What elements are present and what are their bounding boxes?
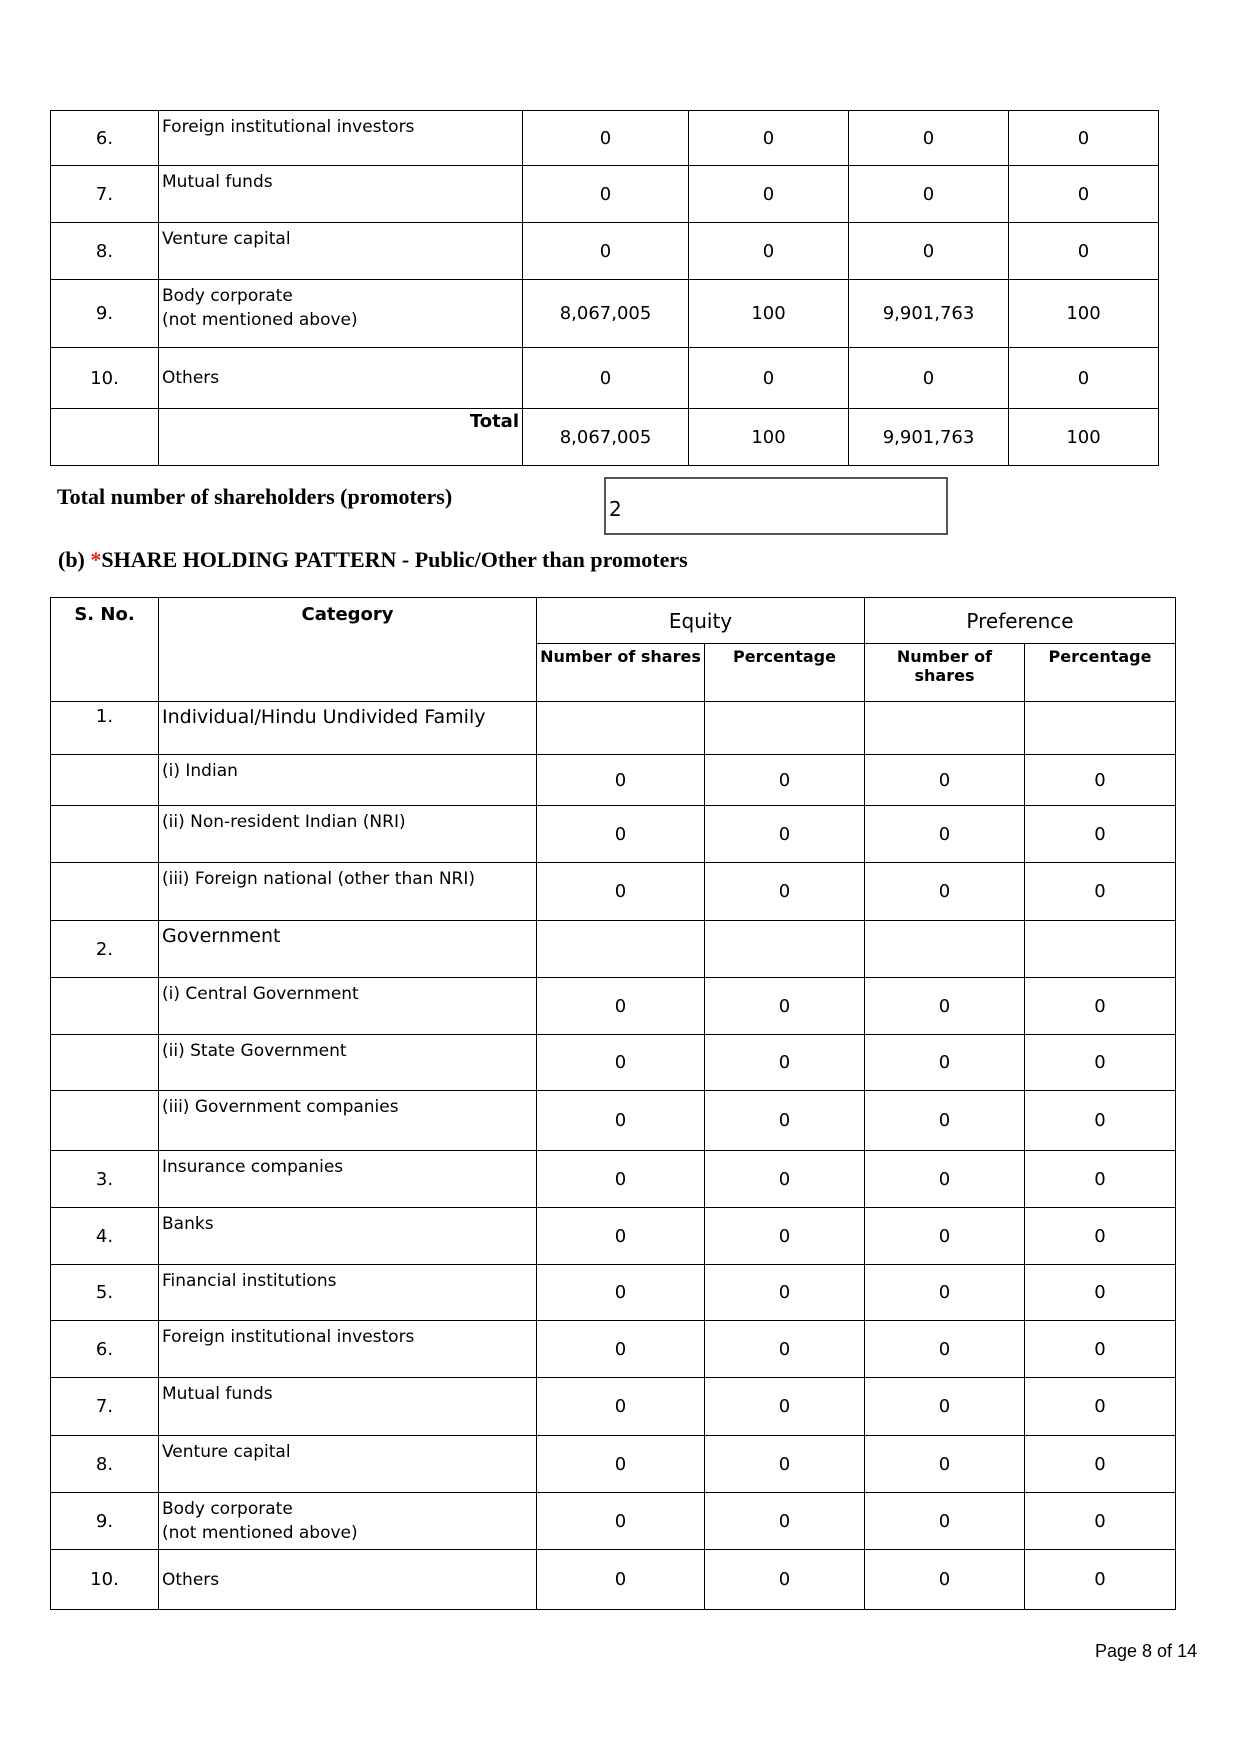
table-row xyxy=(51,978,1176,1035)
sno-cell: 4. xyxy=(51,1208,159,1265)
equity-shares-cell: 0 xyxy=(537,1550,705,1610)
table-row xyxy=(51,1378,1176,1436)
table-row xyxy=(51,1091,1176,1151)
category-cell xyxy=(159,280,523,348)
sno-cell: 1. xyxy=(51,702,159,755)
table-row xyxy=(51,1265,1176,1321)
sno-cell: 6. xyxy=(51,111,159,166)
category-cell: Financial institutions xyxy=(159,1265,537,1321)
preference-shares-cell: 9,901,763 xyxy=(849,280,1009,348)
empty-cell xyxy=(705,921,865,978)
category-line: (not mentioned above) xyxy=(162,1523,358,1543)
equity-percentage-cell: 0 xyxy=(705,1550,865,1610)
preference-shares-cell: 0 xyxy=(865,755,1025,806)
preference-percentage-cell: 100 xyxy=(1009,280,1159,348)
total-preference-percentage: 100 xyxy=(1009,409,1159,466)
equity-percentage-cell: 0 xyxy=(705,806,865,863)
public-shareholding-table xyxy=(50,597,1176,1610)
total-equity-shares: 8,067,005 xyxy=(523,409,689,466)
preference-percentage-cell: 0 xyxy=(1009,348,1159,409)
table-row xyxy=(51,1151,1176,1208)
category-cell: Others xyxy=(159,1550,537,1610)
preference-shares-cell: 0 xyxy=(865,1436,1025,1493)
category-cell: (ii) Non-resident Indian (NRI) xyxy=(159,806,537,863)
preference-percentage-cell: 0 xyxy=(1025,1550,1176,1610)
shareholders-label: Total number of shareholders (promoters) xyxy=(57,484,453,509)
preference-shares-cell: 0 xyxy=(865,978,1025,1035)
header-row xyxy=(51,598,1176,644)
sno-cell: 7. xyxy=(51,1378,159,1436)
equity-header: Equity xyxy=(537,598,865,644)
equity-percentage-cell: 0 xyxy=(689,348,849,409)
preference-shares-cell: 0 xyxy=(865,1035,1025,1091)
preference-percentage-cell: 0 xyxy=(1025,755,1176,806)
equity-percentage-cell: 0 xyxy=(705,1091,865,1151)
equity-percentage-cell: 0 xyxy=(705,1321,865,1378)
required-asterisk: * xyxy=(90,547,102,572)
sno-cell: 5. xyxy=(51,1265,159,1321)
equity-percentage-cell: 0 xyxy=(689,223,849,280)
category-cell: Government xyxy=(159,921,537,978)
category-line: Body corporate xyxy=(162,1499,293,1519)
equity-shares-cell: 0 xyxy=(537,1436,705,1493)
equity-percentage-cell: 0 xyxy=(705,1493,865,1550)
total-label: Total xyxy=(159,409,523,466)
preference-shares-header: Number of shares xyxy=(865,644,1025,702)
preference-shares-cell: 0 xyxy=(865,1321,1025,1378)
preference-percentage-cell: 0 xyxy=(1009,166,1159,223)
equity-shares-cell: 0 xyxy=(537,755,705,806)
equity-shares-cell: 0 xyxy=(537,806,705,863)
preference-percentage-cell: 0 xyxy=(1025,1321,1176,1378)
equity-shares-cell: 0 xyxy=(537,1493,705,1550)
sno-cell xyxy=(51,755,159,806)
sno-cell: 8. xyxy=(51,223,159,280)
sno-cell: 9. xyxy=(51,1493,159,1550)
table-row xyxy=(51,348,1159,409)
category-line: (not mentioned above) xyxy=(162,310,358,330)
sno-cell: 10. xyxy=(51,348,159,409)
preference-percentage-cell: 0 xyxy=(1025,1091,1176,1151)
table-row xyxy=(51,1208,1176,1265)
preference-shares-cell: 0 xyxy=(849,166,1009,223)
equity-shares-cell: 0 xyxy=(537,1035,705,1091)
shareholders-count-field[interactable] xyxy=(604,477,948,535)
equity-shares-cell: 0 xyxy=(537,863,705,921)
equity-shares-cell: 0 xyxy=(537,1208,705,1265)
category-cell: (iii) Foreign national (other than NRI) xyxy=(159,863,537,921)
preference-percentage-cell: 0 xyxy=(1025,1208,1176,1265)
sno-cell: 10. xyxy=(51,1550,159,1610)
table-row xyxy=(51,1321,1176,1378)
category-cell: (ii) State Government xyxy=(159,1035,537,1091)
table-row xyxy=(51,921,1176,978)
total-preference-shares: 9,901,763 xyxy=(849,409,1009,466)
preference-percentage-cell: 0 xyxy=(1025,1035,1176,1091)
category-cell: (i) Indian xyxy=(159,755,537,806)
equity-percentage-cell: 0 xyxy=(689,111,849,166)
preference-shares-cell: 0 xyxy=(865,1378,1025,1436)
equity-shares-cell: 0 xyxy=(537,1265,705,1321)
shareholders-count-value: 2 xyxy=(609,497,622,521)
sno-header: S. No. xyxy=(51,598,159,702)
category-header: Category xyxy=(159,598,537,702)
preference-percentage-header: Percentage xyxy=(1025,644,1176,702)
sno-cell: 3. xyxy=(51,1151,159,1208)
page-number: Page 8 of 14 xyxy=(1095,1641,1198,1661)
preference-shares-cell: 0 xyxy=(849,111,1009,166)
category-cell: Mutual funds xyxy=(159,1378,537,1436)
equity-percentage-cell: 0 xyxy=(705,1378,865,1436)
category-cell: Mutual funds xyxy=(159,166,523,223)
equity-percentage-cell: 0 xyxy=(705,863,865,921)
category-cell: (iii) Government companies xyxy=(159,1091,537,1151)
equity-percentage-cell: 0 xyxy=(705,1151,865,1208)
table-row xyxy=(51,1493,1176,1550)
sno-cell: 8. xyxy=(51,1436,159,1493)
sno-cell: 7. xyxy=(51,166,159,223)
empty-cell xyxy=(1025,921,1176,978)
category-cell: Venture capital xyxy=(159,223,523,280)
equity-percentage-cell: 0 xyxy=(705,1208,865,1265)
preference-percentage-cell: 0 xyxy=(1025,1493,1176,1550)
preference-header: Preference xyxy=(865,598,1176,644)
preference-shares-cell: 0 xyxy=(865,1091,1025,1151)
category-cell xyxy=(159,1493,537,1550)
equity-percentage-cell: 0 xyxy=(705,1436,865,1493)
preference-shares-cell: 0 xyxy=(865,1550,1025,1610)
category-cell: (i) Central Government xyxy=(159,978,537,1035)
preference-percentage-cell: 0 xyxy=(1025,1265,1176,1321)
category-cell: Individual/Hindu Undivided Family xyxy=(159,702,537,755)
sno-cell xyxy=(51,806,159,863)
preference-percentage-cell: 0 xyxy=(1025,806,1176,863)
preference-shares-cell: 0 xyxy=(865,1208,1025,1265)
equity-shares-cell: 0 xyxy=(523,223,689,280)
equity-percentage-cell: 100 xyxy=(689,280,849,348)
empty-cell xyxy=(1025,702,1176,755)
sno-cell xyxy=(51,1091,159,1151)
empty-cell xyxy=(537,921,705,978)
sno-cell: 6. xyxy=(51,1321,159,1378)
preference-shares-cell: 0 xyxy=(865,863,1025,921)
equity-percentage-cell: 0 xyxy=(689,166,849,223)
preference-shares-cell: 0 xyxy=(849,348,1009,409)
section-b-prefix: (b) xyxy=(58,547,91,572)
section-b-title: SHARE HOLDING PATTERN - Public/Other than promoters xyxy=(101,547,688,572)
category-cell: Foreign institutional investors xyxy=(159,1321,537,1378)
table-row xyxy=(51,166,1159,223)
table-row xyxy=(51,280,1159,348)
category-cell: Insurance companies xyxy=(159,1151,537,1208)
equity-shares-cell: 0 xyxy=(537,978,705,1035)
equity-shares-cell: 0 xyxy=(537,1378,705,1436)
preference-shares-cell: 0 xyxy=(865,806,1025,863)
table-row xyxy=(51,111,1159,166)
equity-percentage-cell: 0 xyxy=(705,1035,865,1091)
total-row xyxy=(51,409,1159,466)
sno-cell xyxy=(51,863,159,921)
section-b-heading xyxy=(58,547,688,573)
preference-percentage-cell: 0 xyxy=(1025,1378,1176,1436)
empty-cell xyxy=(705,702,865,755)
equity-percentage-cell: 0 xyxy=(705,755,865,806)
empty-cell xyxy=(537,702,705,755)
preference-percentage-cell: 0 xyxy=(1025,1151,1176,1208)
category-cell: Venture capital xyxy=(159,1436,537,1493)
equity-shares-cell: 0 xyxy=(537,1091,705,1151)
equity-shares-cell: 0 xyxy=(537,1321,705,1378)
table-row xyxy=(51,1436,1176,1493)
equity-percentage-cell: 0 xyxy=(705,1265,865,1321)
empty-cell xyxy=(51,409,159,466)
preference-shares-cell: 0 xyxy=(865,1151,1025,1208)
promoters-table xyxy=(50,110,1159,466)
equity-shares-cell: 0 xyxy=(523,348,689,409)
empty-cell xyxy=(865,702,1025,755)
sno-cell xyxy=(51,1035,159,1091)
category-cell: Foreign institutional investors xyxy=(159,111,523,166)
table-row xyxy=(51,223,1159,280)
table-row xyxy=(51,1550,1176,1610)
sno-cell: 2. xyxy=(51,921,159,978)
sno-cell xyxy=(51,978,159,1035)
preference-shares-cell: 0 xyxy=(849,223,1009,280)
sno-cell: 9. xyxy=(51,280,159,348)
preference-percentage-cell: 0 xyxy=(1009,223,1159,280)
table-row xyxy=(51,863,1176,921)
category-line: Body corporate xyxy=(162,286,293,306)
table-row xyxy=(51,1035,1176,1091)
empty-cell xyxy=(865,921,1025,978)
equity-shares-cell: 0 xyxy=(523,111,689,166)
preference-percentage-cell: 0 xyxy=(1025,978,1176,1035)
equity-percentage-cell: 0 xyxy=(705,978,865,1035)
total-equity-percentage: 100 xyxy=(689,409,849,466)
table-row xyxy=(51,702,1176,755)
preference-percentage-cell: 0 xyxy=(1009,111,1159,166)
table-row xyxy=(51,755,1176,806)
equity-percentage-header: Percentage xyxy=(705,644,865,702)
category-cell: Banks xyxy=(159,1208,537,1265)
category-cell: Others xyxy=(159,348,523,409)
equity-shares-cell: 0 xyxy=(537,1151,705,1208)
preference-percentage-cell: 0 xyxy=(1025,863,1176,921)
equity-shares-cell: 8,067,005 xyxy=(523,280,689,348)
preference-percentage-cell: 0 xyxy=(1025,1436,1176,1493)
equity-shares-cell: 0 xyxy=(523,166,689,223)
preference-shares-cell: 0 xyxy=(865,1493,1025,1550)
equity-shares-header: Number of shares xyxy=(537,644,705,702)
preference-shares-cell: 0 xyxy=(865,1265,1025,1321)
table-row xyxy=(51,806,1176,863)
